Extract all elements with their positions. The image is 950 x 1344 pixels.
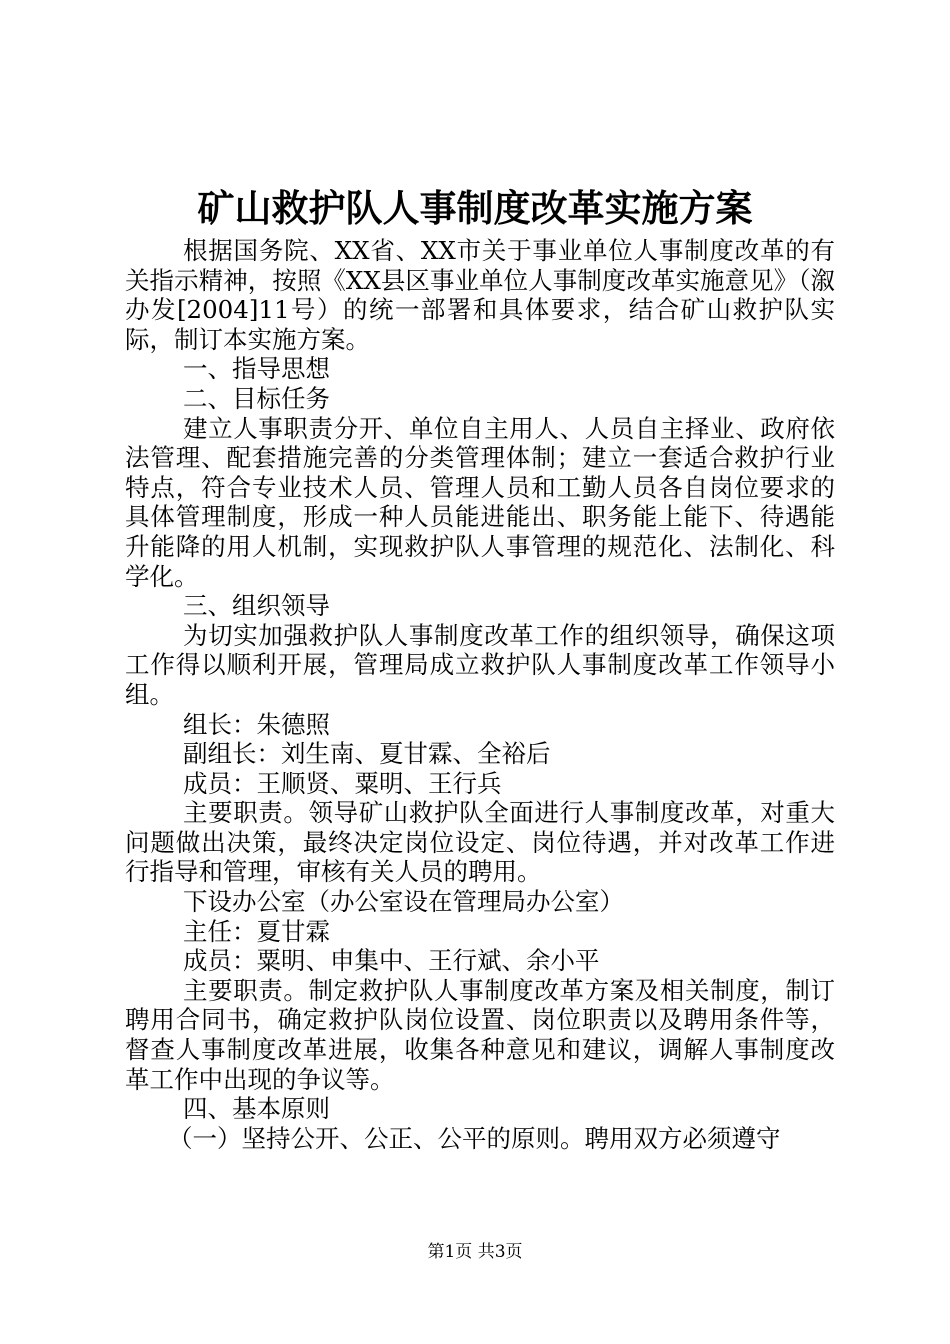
heading-objectives: 二、目标任务 (183, 383, 330, 413)
members-line: 成员：王顺贤、粟明、王行兵 (183, 768, 502, 798)
page-footer: 第1页 共3页 (427, 1242, 523, 1262)
director-line: 主任：夏甘霖 (183, 916, 330, 946)
office-line: 下设办公室（办公室设在管理局办公室） (183, 887, 624, 917)
heading-guiding-ideology: 一、指导思想 (183, 354, 330, 384)
paragraph-principle-1: （一）坚持公开、公正、公平的原则。聘用双方必须遵守 (168, 1123, 781, 1153)
paragraph-objectives: 建立人事职责分开、单位自主用人、人员自主择业、政府依法管理、配套措施完善的分类管理体制；建立一套适合救护行业特点，符合专业技术人员、管理人员和工勤人员各自岗位要求的具体管理制度，形成一种人员能进能出、职务能上能下、待遇能升能降的用人机制，实现救护队人事管理的规范化、法制化、科学化。 (125, 413, 835, 591)
paragraph-office-duties: 主要职责。制定救护队人事制度改革方案及相关制度，制订聘用合同书，确定救护队岗位设置、岗位职责以及聘用条件等，督查人事制度改革进展，收集各种意见和建议，调解人事制度改革工作中出现的争议等。 (125, 975, 835, 1094)
paragraph-organization: 为切实加强救护队人事制度改革工作的组织领导，确保这项工作得以顺利开展，管理局成立救护队人事制度改革工作领导小组。 (125, 620, 835, 709)
heading-basic-principles: 四、基本原则 (183, 1094, 330, 1124)
office-members-line: 成员：粟明、申集中、王行斌、余小平 (183, 946, 600, 976)
paragraph-intro: 根据国务院、XX省、XX市关于事业单位人事制度改革的有关指示精神，按照《XX县区事业单位人事制度改革实施意见》（溆办发[2004]11号）的统一部署和具体要求，结合矿山救护队实际，制订本实施方案。 (125, 236, 835, 354)
heading-organization: 三、组织领导 (183, 591, 330, 621)
page-title: 矿山救护队人事制度改革实施方案 (197, 186, 753, 230)
document-body (125, 236, 835, 1153)
paragraph-group-duties: 主要职责。领导矿山救护队全面进行人事制度改革，对重大问题做出决策，最终决定岗位设定、岗位待遇，并对改革工作进行指导和管理，审核有关人员的聘用。 (125, 798, 835, 887)
leader-line: 组长：朱德照 (183, 709, 330, 739)
deputy-leader-line: 副组长：刘生南、夏甘霖、全裕后 (183, 739, 551, 769)
